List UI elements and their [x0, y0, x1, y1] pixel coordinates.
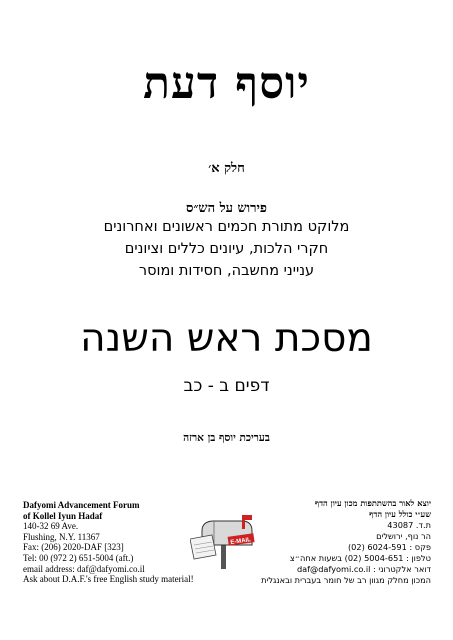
description-line-1: מלוקט מתורת חכמים ראשונים ואחרונים — [103, 219, 350, 235]
address-line-2: Flushing, N.Y. 11367 — [23, 531, 100, 542]
fax-line: Fax: (206) 2020-DAF [323] — [23, 542, 124, 553]
phone-line-he: טלפון : 5004-651 (02) בשעות אחה״צ — [289, 553, 431, 563]
city-line: הר נוף, ירושלים — [376, 531, 431, 541]
commentary-subtitle: פירוש על הש״ס — [186, 201, 267, 216]
ask-line: Ask about D.A.F.'s free English study material! — [23, 574, 194, 585]
email-label-text: E-MAIL — [230, 537, 252, 546]
publisher-line-1: יוצא לאור בהשתתפות מכון עיון הדף — [314, 498, 431, 508]
tractate-title: מסכת ראש השנה — [80, 316, 373, 361]
publisher-line-2: שע״י כולל עיון הדף — [369, 509, 431, 519]
email-line-he: דואר אלקטרוני : daf@dafyomi.co.il — [296, 564, 431, 574]
org-name-line-2: of Kollel Iyun Hadaf — [23, 510, 103, 521]
materials-line-he: המכון מחלק מגוון רב של חומר בעברית ובאנגלית — [261, 575, 431, 585]
tel-line: Tel: 00 (972 2) 651-5004 (aft.) — [23, 552, 134, 563]
email-line: email address: daf@dafyomi.co.il — [23, 563, 145, 574]
hebrew-contact-block — [221, 498, 431, 586]
po-box-line: ת.ד. 43087 — [387, 520, 431, 530]
editor-credit: בעריכת יוסף בן ארזה — [183, 432, 270, 444]
page-range: דפים ב - כב — [183, 376, 270, 396]
org-name-line-1: Dafyomi Advancement Forum — [23, 500, 140, 510]
paper-stack — [190, 535, 216, 559]
fax-line-he: פקס : 6024-591 (02) — [347, 542, 431, 552]
book-title: יוסף דעת — [143, 58, 310, 109]
description-line-3: ענייני מחשבה, חסידות ומוסר — [138, 263, 315, 279]
description-line-2: חקרי הלכות, עיונים כללים וציונים — [124, 241, 329, 257]
address-line-1: 140-32 69 Ave. — [23, 521, 79, 532]
part-label: חלק א׳ — [208, 161, 245, 176]
